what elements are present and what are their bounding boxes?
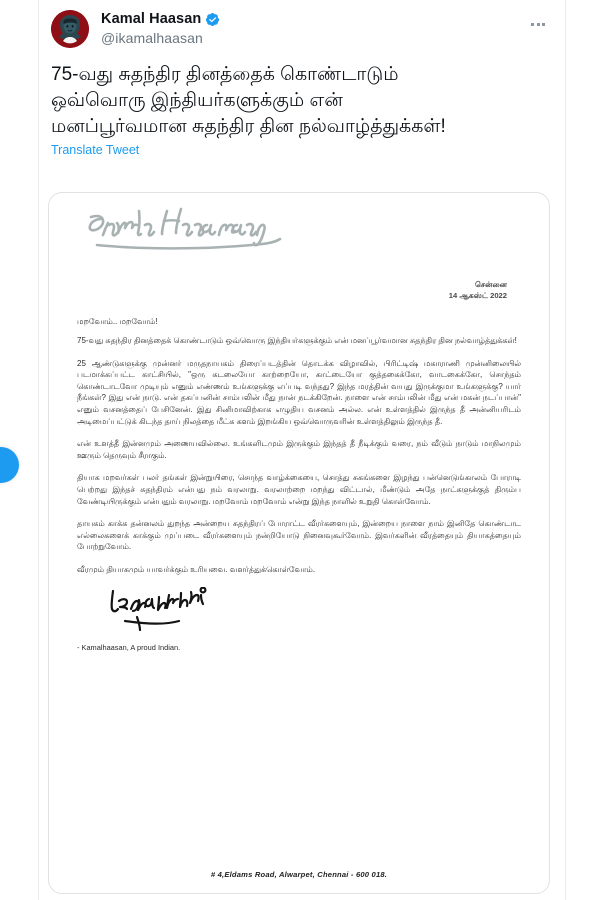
letter-salutation: மறவோம்.. மறவோம்! (77, 317, 158, 326)
letter-date: 14 ஆகஸ்ட் 2022 (448, 291, 507, 300)
letter-city: சென்னை (474, 280, 507, 289)
translate-tweet-link[interactable]: Translate Tweet (51, 143, 140, 157)
floating-action-bubble[interactable] (0, 447, 19, 483)
more-options-icon[interactable] (525, 16, 551, 32)
letter-paragraph: 25 ஆண்டுகளுக்கு முன்னர் மருதநாயகம் திரைப்படத்தின் தொடக்க விழாவில், பிரிட்டிஷ் மகாராணி முன்னிலையில் படமாக்கப்பட்ட காட்சியில், "ஒரு கடலையோ காற்றையோ, காட்டையோ குத்தகைக்கோ, வாடகைக்கோ, சொந்தம் கொண்டாடவோ முடியும் எனும் எண்ணம் உங்களுக்கு எப்படி வந்தது? இந்த மரத்தின் வயது இருக்குமா உங்களுக்கு? யார் நீங்கள்? இது என் நாடு. என் தகப்பனின் சாம்பலின் மீது நான் நடக்கிறேன். நாளை என் சாம்பலின் மீது என் மகன் நடப்பான்" எனும் வசனத்தைப் பேசினேன். இது சினிமாவிற்காக எழுதிய வசனம் அல்ல. என் உள்ளத்தில் இருந்த தீ அன்னியரிடம் அடிமைப்பட்டுக் கிடந்த தாய் நிலத்தை மீட்க களம் இறங்கிய ஒவ்வொருவரின் உள்ளத்திலும் இருந்த தீ. (77, 358, 521, 426)
letter-body (77, 335, 521, 576)
letter-footer-address: # 4,Eldams Road, Alwarpet, Chennai - 600 018. (210, 870, 388, 879)
letter-paragraph: தியாக மறவர்கள் பலர் தங்கள் இன்றுயிரை, சொந்த வாழ்க்கையை, சொத்து சுகங்களை இழந்து பன்னெடுங்காலம் போராடி பெற்றது இந்தச் சுதந்திரம் என்பது நம் வரலாறு. வரலாற்றை மறந்து விட்டால், மீண்டும் அதே நாட்களுக்குத் திரும்ப வேண்டியிருக்கும் என்பதும் வரலாறு. மறவோம் மறவோம் என்று இந்த நாளில் உறுதி கொள்வோம். (77, 473, 521, 506)
letter-dateblock (77, 279, 521, 301)
kamal-haasan-script-logo-icon (87, 205, 317, 265)
tweet-container (39, 0, 565, 157)
letter-document (49, 193, 549, 893)
verified-badge-icon (205, 12, 220, 27)
letter-paragraph: 75-வது சுதந்திர தினத்தைக் கொண்டாடும் ஒவ்வொரு இந்தியர்களுக்கும் என் மனப்பூர்வமான சுதந்திர தின நல்வாழ்த்துக்கள்! (77, 336, 517, 345)
tweet-header (51, 10, 551, 48)
tweet-text: 75-வது சுதந்திர தினத்தைக் கொண்டாடும் ஒவ்வொரு இந்தியர்களுக்கும் என் மனப்பூர்வமான சுதந்திர தின நல்வாழ்த்துக்கள்! (51, 64, 446, 137)
letter-paragraph: தாயகம் காக்க தன்னலம் துறந்த அன்றைய சுதந்திரப் போராட்ட வீரர்களையும், இன்றைய நாளை நாம் இனிதே கொண்டாட எல்லைகளைக் காக்கும் முப்படை வீரர்களையும் நன்றியோடு நினைவுகூர்வோம். இவர்களின் வீரத்தையும் தியாகத்தையும் போற்றுவோம். (77, 519, 521, 552)
letter-paragraph: வீரமும் தியாகமும் யாவர்க்கும் உரியவை. வளர்த்துக்கொள்வோம். (77, 564, 316, 574)
tweet-media-letter-image[interactable] (48, 192, 550, 894)
display-name-row (101, 11, 220, 28)
display-name[interactable]: Kamal Haasan (101, 11, 202, 27)
account-handle[interactable]: @ikamalhaasan (101, 30, 203, 47)
more-dot (537, 23, 540, 26)
avatar-image (51, 10, 89, 48)
handwritten-signature (77, 587, 521, 643)
column-divider-right (565, 0, 566, 900)
more-dot (542, 23, 545, 26)
letter-paragraph: என் உளத்தீ இன்னமும் அணையவில்லை. உங்களிடமும் இருக்கும் இந்தத் தீ நீடிக்கும் வரை, நம் வீடும் நாடும் மாநிலமும் ஊரும் தெருவும் சீராகும். (77, 439, 521, 460)
signature-caption: - Kamalhaasan, A proud Indian. (77, 642, 181, 652)
avatar[interactable] (51, 10, 89, 48)
signature-icon (107, 587, 257, 639)
account-names (101, 10, 220, 47)
letterhead-logo (77, 203, 521, 275)
more-dot (531, 23, 534, 26)
